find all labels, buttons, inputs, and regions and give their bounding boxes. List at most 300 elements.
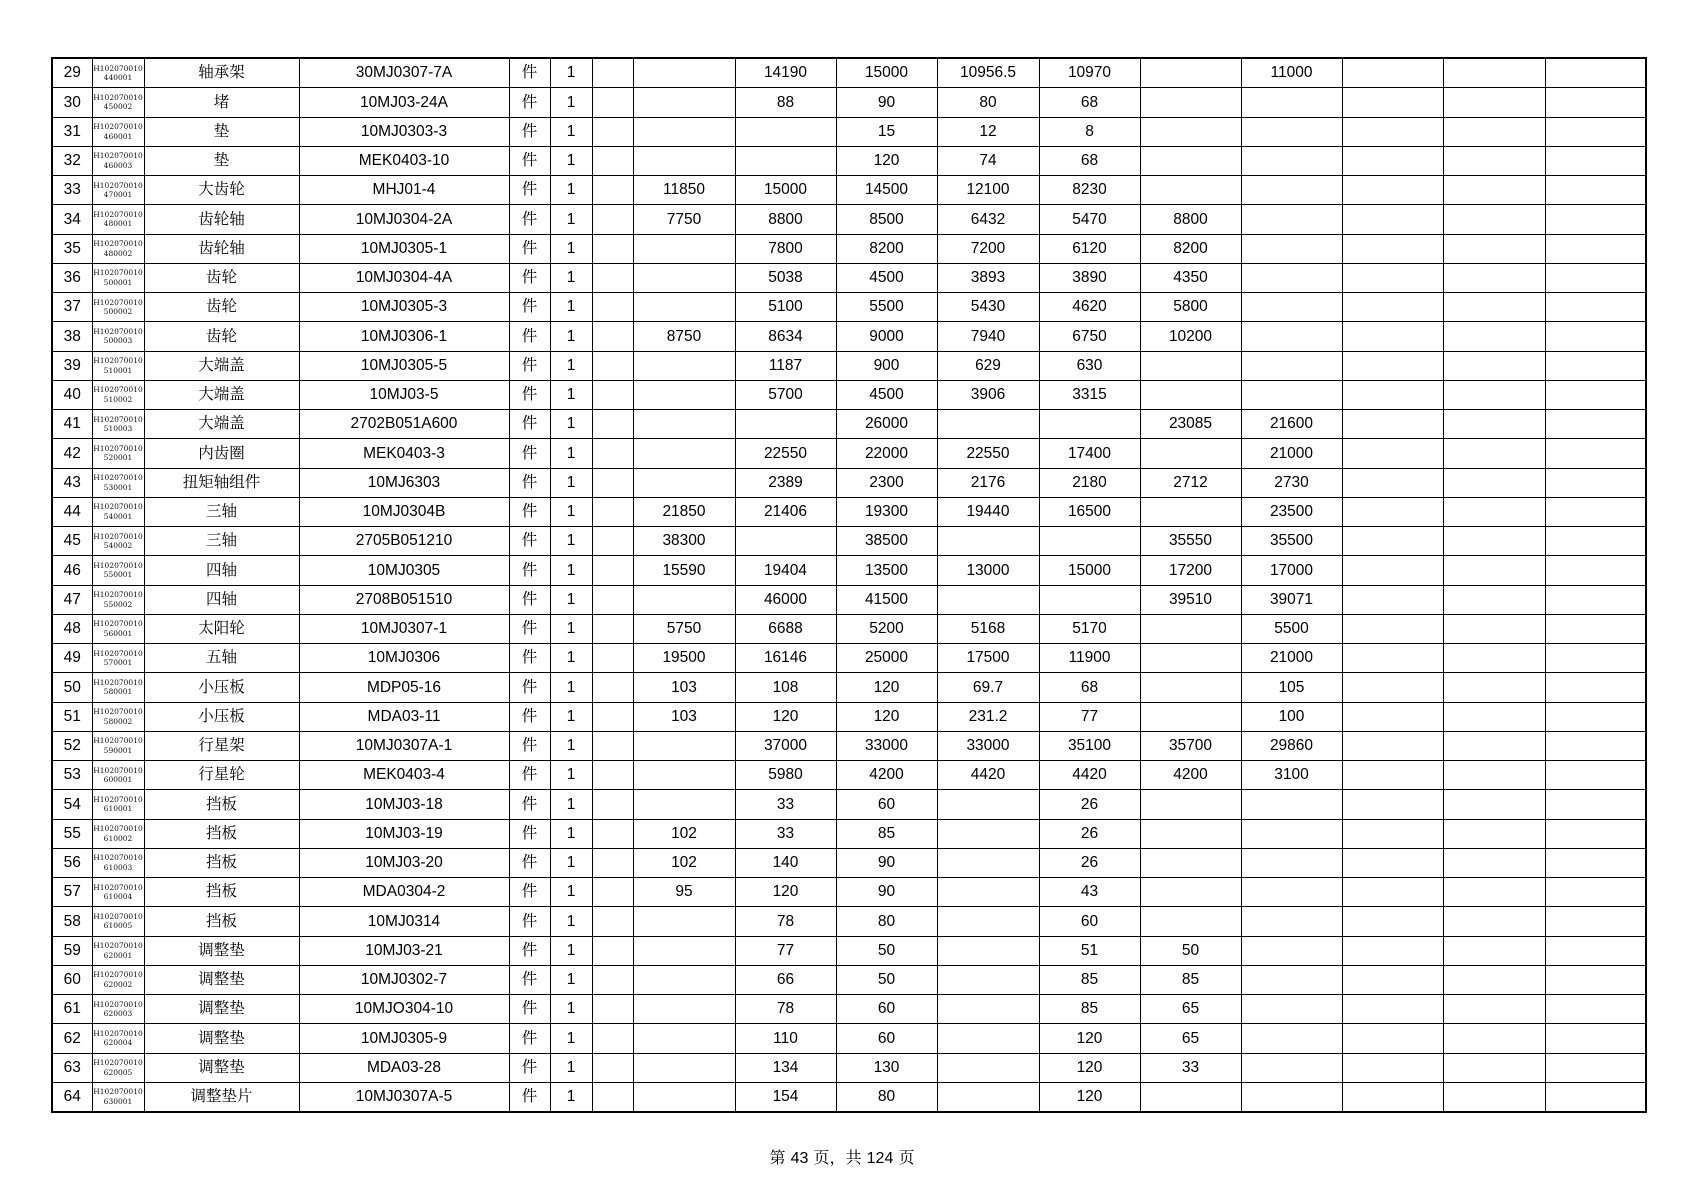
price-cell-c6 <box>1039 410 1140 439</box>
table-row <box>52 585 1646 614</box>
quantity-cell: 1 <box>550 907 592 936</box>
price-cell-c5: 3893 <box>937 263 1039 292</box>
price-cell-c3: 21406 <box>735 497 836 526</box>
price-cell-c9 <box>1342 468 1443 497</box>
material-code-cell: H102070010460003 <box>92 146 144 175</box>
price-cell-c1 <box>592 761 633 790</box>
material-code-cell: H102070010470001 <box>92 176 144 205</box>
part-name-cell: 垫 <box>144 117 299 146</box>
quantity-cell: 1 <box>550 351 592 380</box>
price-cell-c2: 95 <box>633 878 735 907</box>
price-cell-c6: 5470 <box>1039 205 1140 234</box>
price-cell-c9 <box>1342 205 1443 234</box>
price-cell-c9 <box>1342 527 1443 556</box>
table-row <box>52 380 1646 409</box>
table-row <box>52 702 1646 731</box>
part-model-cell: 10MJ0305-5 <box>299 351 509 380</box>
price-cell-c11 <box>1545 731 1646 760</box>
unit-cell: 件 <box>509 293 550 322</box>
price-cell-c3: 2389 <box>735 468 836 497</box>
price-cell-c4: 2300 <box>836 468 937 497</box>
price-cell-c10 <box>1443 351 1545 380</box>
price-cell-c5: 17500 <box>937 644 1039 673</box>
quantity-cell: 1 <box>550 848 592 877</box>
price-cell-c2 <box>633 995 735 1024</box>
quantity-cell: 1 <box>550 556 592 585</box>
price-cell-c1 <box>592 117 633 146</box>
price-cell-c2 <box>633 1082 735 1112</box>
price-cell-c8: 21000 <box>1241 644 1342 673</box>
price-cell-c3: 154 <box>735 1082 836 1112</box>
price-cell-c3: 33 <box>735 790 836 819</box>
quantity-cell: 1 <box>550 322 592 351</box>
price-cell-c10 <box>1443 907 1545 936</box>
part-model-cell: 10MJ0304-4A <box>299 263 509 292</box>
price-cell-c10 <box>1443 790 1545 819</box>
price-cell-c8 <box>1241 293 1342 322</box>
part-name-cell: 齿轮轴 <box>144 205 299 234</box>
part-model-cell: 10MJ6303 <box>299 468 509 497</box>
row-number-cell: 61 <box>52 995 92 1024</box>
material-code-cell: H102070010610004 <box>92 878 144 907</box>
row-number-cell: 52 <box>52 731 92 760</box>
material-code-cell: H102070010600001 <box>92 761 144 790</box>
table-row <box>52 614 1646 643</box>
price-cell-c4: 15 <box>836 117 937 146</box>
material-code-cell: H102070010510003 <box>92 410 144 439</box>
price-cell-c4: 26000 <box>836 410 937 439</box>
price-cell-c7: 17200 <box>1140 556 1241 585</box>
price-cell-c11 <box>1545 614 1646 643</box>
unit-cell: 件 <box>509 556 550 585</box>
part-model-cell: 10MJ03-5 <box>299 380 509 409</box>
price-cell-c7 <box>1140 176 1241 205</box>
price-cell-c4: 120 <box>836 673 937 702</box>
price-cell-c9 <box>1342 263 1443 292</box>
price-cell-c2 <box>633 761 735 790</box>
price-cell-c11 <box>1545 673 1646 702</box>
price-cell-c8 <box>1241 965 1342 994</box>
table-row <box>52 907 1646 936</box>
price-cell-c7 <box>1140 702 1241 731</box>
price-cell-c4: 5500 <box>836 293 937 322</box>
price-cell-c6: 4420 <box>1039 761 1140 790</box>
unit-cell: 件 <box>509 731 550 760</box>
table-row <box>52 761 1646 790</box>
price-cell-c1 <box>592 965 633 994</box>
price-cell-c8 <box>1241 1024 1342 1053</box>
part-model-cell: 10MJ03-18 <box>299 790 509 819</box>
part-model-cell: 10MJ0305 <box>299 556 509 585</box>
price-cell-c3: 19404 <box>735 556 836 585</box>
price-cell-c2 <box>633 88 735 117</box>
price-cell-c5: 19440 <box>937 497 1039 526</box>
price-cell-c7 <box>1140 351 1241 380</box>
price-cell-c5: 6432 <box>937 205 1039 234</box>
price-cell-c8 <box>1241 1053 1342 1082</box>
price-cell-c6: 26 <box>1039 848 1140 877</box>
price-cell-c5 <box>937 848 1039 877</box>
price-cell-c8 <box>1241 936 1342 965</box>
price-cell-c2: 102 <box>633 819 735 848</box>
part-name-cell: 大端盖 <box>144 380 299 409</box>
price-cell-c11 <box>1545 1082 1646 1112</box>
price-cell-c4: 60 <box>836 790 937 819</box>
unit-cell: 件 <box>509 936 550 965</box>
price-cell-c9 <box>1342 410 1443 439</box>
price-cell-c10 <box>1443 205 1545 234</box>
price-cell-c6: 26 <box>1039 819 1140 848</box>
price-cell-c3: 15000 <box>735 176 836 205</box>
part-model-cell: 10MJ0305-3 <box>299 293 509 322</box>
quantity-cell: 1 <box>550 527 592 556</box>
price-cell-c3: 78 <box>735 907 836 936</box>
price-cell-c3: 110 <box>735 1024 836 1053</box>
price-cell-c7 <box>1140 88 1241 117</box>
price-cell-c1 <box>592 731 633 760</box>
row-number-cell: 50 <box>52 673 92 702</box>
price-cell-c3: 37000 <box>735 731 836 760</box>
table-row <box>52 1082 1646 1112</box>
unit-cell: 件 <box>509 907 550 936</box>
price-cell-c10 <box>1443 878 1545 907</box>
price-cell-c11 <box>1545 263 1646 292</box>
price-cell-c4: 13500 <box>836 556 937 585</box>
price-cell-c6: 77 <box>1039 702 1140 731</box>
price-cell-c7 <box>1140 819 1241 848</box>
price-cell-c10 <box>1443 497 1545 526</box>
price-cell-c7: 10200 <box>1140 322 1241 351</box>
price-cell-c8: 29860 <box>1241 731 1342 760</box>
price-cell-c3: 5980 <box>735 761 836 790</box>
table-row <box>52 790 1646 819</box>
quantity-cell: 1 <box>550 1053 592 1082</box>
price-cell-c2: 5750 <box>633 614 735 643</box>
part-name-cell: 调整垫 <box>144 936 299 965</box>
quantity-cell: 1 <box>550 761 592 790</box>
price-cell-c4: 4500 <box>836 380 937 409</box>
material-code-cell: H102070010620003 <box>92 995 144 1024</box>
unit-cell: 件 <box>509 1082 550 1112</box>
price-cell-c10 <box>1443 380 1545 409</box>
price-cell-c6: 35100 <box>1039 731 1140 760</box>
price-cell-c1 <box>592 1024 633 1053</box>
price-cell-c1 <box>592 205 633 234</box>
price-cell-c7: 50 <box>1140 936 1241 965</box>
price-cell-c11 <box>1545 351 1646 380</box>
price-cell-c1 <box>592 468 633 497</box>
price-cell-c2 <box>633 117 735 146</box>
price-cell-c9 <box>1342 322 1443 351</box>
price-cell-c7: 65 <box>1140 995 1241 1024</box>
price-cell-c10 <box>1443 936 1545 965</box>
price-cell-c5: 4420 <box>937 761 1039 790</box>
price-cell-c7 <box>1140 58 1241 88</box>
price-cell-c10 <box>1443 965 1545 994</box>
price-cell-c6: 85 <box>1039 965 1140 994</box>
price-cell-c1 <box>592 585 633 614</box>
price-cell-c8 <box>1241 234 1342 263</box>
price-cell-c2: 11850 <box>633 176 735 205</box>
price-cell-c1 <box>592 995 633 1024</box>
part-model-cell: 10MJ0305-1 <box>299 234 509 263</box>
material-code-cell: H102070010620004 <box>92 1024 144 1053</box>
price-cell-c4: 85 <box>836 819 937 848</box>
price-cell-c8 <box>1241 995 1342 1024</box>
price-cell-c5: 33000 <box>937 731 1039 760</box>
price-cell-c7: 8800 <box>1140 205 1241 234</box>
price-cell-c8 <box>1241 380 1342 409</box>
price-cell-c4: 19300 <box>836 497 937 526</box>
table-row <box>52 673 1646 702</box>
price-cell-c5: 2176 <box>937 468 1039 497</box>
price-cell-c4: 130 <box>836 1053 937 1082</box>
price-cell-c2 <box>633 731 735 760</box>
material-code-cell: H102070010500003 <box>92 322 144 351</box>
part-name-cell: 齿轮 <box>144 322 299 351</box>
price-cell-c10 <box>1443 468 1545 497</box>
price-cell-c11 <box>1545 88 1646 117</box>
row-number-cell: 60 <box>52 965 92 994</box>
table-row <box>52 878 1646 907</box>
unit-cell: 件 <box>509 965 550 994</box>
table-row <box>52 731 1646 760</box>
price-cell-c1 <box>592 176 633 205</box>
price-cell-c7: 35700 <box>1140 731 1241 760</box>
price-cell-c5: 231.2 <box>937 702 1039 731</box>
table-row <box>52 410 1646 439</box>
total-pages-number: 124 <box>866 1150 894 1167</box>
price-cell-c8: 21000 <box>1241 439 1342 468</box>
price-cell-c4: 14500 <box>836 176 937 205</box>
price-cell-c5: 629 <box>937 351 1039 380</box>
price-cell-c8 <box>1241 146 1342 175</box>
material-code-cell: H102070010480001 <box>92 205 144 234</box>
part-name-cell: 齿轮 <box>144 293 299 322</box>
price-cell-c10 <box>1443 410 1545 439</box>
price-cell-c8: 17000 <box>1241 556 1342 585</box>
price-cell-c5 <box>937 410 1039 439</box>
part-model-cell: MDA0304-2 <box>299 878 509 907</box>
price-cell-c4: 60 <box>836 1024 937 1053</box>
part-name-cell: 行星轮 <box>144 761 299 790</box>
table-row <box>52 995 1646 1024</box>
price-cell-c3 <box>735 146 836 175</box>
price-cell-c9 <box>1342 146 1443 175</box>
unit-cell: 件 <box>509 146 550 175</box>
price-cell-c9 <box>1342 907 1443 936</box>
table-row <box>52 439 1646 468</box>
material-code-cell: H102070010510001 <box>92 351 144 380</box>
table-row <box>52 176 1646 205</box>
price-cell-c7 <box>1140 644 1241 673</box>
price-cell-c4: 41500 <box>836 585 937 614</box>
unit-cell: 件 <box>509 1024 550 1053</box>
price-cell-c8: 35500 <box>1241 527 1342 556</box>
row-number-cell: 42 <box>52 439 92 468</box>
row-number-cell: 32 <box>52 146 92 175</box>
part-name-cell: 齿轮轴 <box>144 234 299 263</box>
price-cell-c9 <box>1342 585 1443 614</box>
unit-cell: 件 <box>509 380 550 409</box>
part-model-cell: 2708B051510 <box>299 585 509 614</box>
price-cell-c2 <box>633 58 735 88</box>
price-cell-c7 <box>1140 848 1241 877</box>
price-cell-c9 <box>1342 380 1443 409</box>
price-cell-c4: 60 <box>836 995 937 1024</box>
price-cell-c10 <box>1443 117 1545 146</box>
material-code-cell: H102070010540001 <box>92 497 144 526</box>
price-cell-c4: 50 <box>836 965 937 994</box>
price-cell-c7: 65 <box>1140 1024 1241 1053</box>
price-cell-c11 <box>1545 556 1646 585</box>
price-cell-c6: 120 <box>1039 1024 1140 1053</box>
price-cell-c8: 21600 <box>1241 410 1342 439</box>
price-cell-c5: 22550 <box>937 439 1039 468</box>
quantity-cell: 1 <box>550 878 592 907</box>
price-cell-c10 <box>1443 614 1545 643</box>
part-model-cell: 10MJ03-20 <box>299 848 509 877</box>
price-cell-c10 <box>1443 644 1545 673</box>
price-cell-c1 <box>592 322 633 351</box>
price-cell-c8 <box>1241 351 1342 380</box>
material-code-cell: H102070010460001 <box>92 117 144 146</box>
price-cell-c1 <box>592 380 633 409</box>
unit-cell: 件 <box>509 848 550 877</box>
part-name-cell: 小压板 <box>144 702 299 731</box>
price-cell-c2 <box>633 907 735 936</box>
part-model-cell: 10MJ0305-9 <box>299 1024 509 1053</box>
material-code-cell: H102070010590001 <box>92 731 144 760</box>
price-cell-c11 <box>1545 1024 1646 1053</box>
price-cell-c11 <box>1545 380 1646 409</box>
price-cell-c5: 74 <box>937 146 1039 175</box>
price-cell-c3: 108 <box>735 673 836 702</box>
part-name-cell: 四轴 <box>144 585 299 614</box>
material-code-cell: H102070010510002 <box>92 380 144 409</box>
price-cell-c5: 12100 <box>937 176 1039 205</box>
price-cell-c8 <box>1241 1082 1342 1112</box>
price-cell-c6: 68 <box>1039 88 1140 117</box>
price-cell-c2: 8750 <box>633 322 735 351</box>
part-name-cell: 挡板 <box>144 878 299 907</box>
price-cell-c11 <box>1545 936 1646 965</box>
row-number-cell: 43 <box>52 468 92 497</box>
part-name-cell: 调整垫片 <box>144 1082 299 1112</box>
quantity-cell: 1 <box>550 205 592 234</box>
price-cell-c9 <box>1342 936 1443 965</box>
price-cell-c11 <box>1545 995 1646 1024</box>
price-cell-c5 <box>937 1024 1039 1053</box>
part-model-cell: MHJ01-4 <box>299 176 509 205</box>
price-cell-c2: 19500 <box>633 644 735 673</box>
quantity-cell: 1 <box>550 439 592 468</box>
unit-cell: 件 <box>509 58 550 88</box>
price-cell-c4: 4200 <box>836 761 937 790</box>
price-cell-c2 <box>633 263 735 292</box>
price-cell-c5 <box>937 790 1039 819</box>
price-cell-c6: 630 <box>1039 351 1140 380</box>
material-code-cell: H102070010580001 <box>92 673 144 702</box>
price-cell-c1 <box>592 790 633 819</box>
price-cell-c8: 100 <box>1241 702 1342 731</box>
price-cell-c2 <box>633 146 735 175</box>
price-cell-c4: 8500 <box>836 205 937 234</box>
unit-cell: 件 <box>509 117 550 146</box>
price-cell-c2 <box>633 965 735 994</box>
price-cell-c9 <box>1342 731 1443 760</box>
quantity-cell: 1 <box>550 380 592 409</box>
part-model-cell: 10MJ0306-1 <box>299 322 509 351</box>
price-cell-c10 <box>1443 731 1545 760</box>
price-cell-c3: 88 <box>735 88 836 117</box>
part-model-cell: 2702B051A600 <box>299 410 509 439</box>
price-cell-c1 <box>592 410 633 439</box>
price-cell-c10 <box>1443 234 1545 263</box>
price-cell-c10 <box>1443 819 1545 848</box>
row-number-cell: 59 <box>52 936 92 965</box>
price-cell-c6: 26 <box>1039 790 1140 819</box>
price-cell-c2: 15590 <box>633 556 735 585</box>
part-model-cell: MDA03-11 <box>299 702 509 731</box>
material-code-cell: H102070010540002 <box>92 527 144 556</box>
material-code-cell: H102070010550001 <box>92 556 144 585</box>
price-cell-c9 <box>1342 848 1443 877</box>
price-cell-c11 <box>1545 1053 1646 1082</box>
price-cell-c1 <box>592 848 633 877</box>
part-name-cell: 挡板 <box>144 848 299 877</box>
unit-cell: 件 <box>509 234 550 263</box>
quantity-cell: 1 <box>550 117 592 146</box>
price-cell-c7 <box>1140 380 1241 409</box>
price-cell-c10 <box>1443 585 1545 614</box>
unit-cell: 件 <box>509 468 550 497</box>
table-row <box>52 527 1646 556</box>
price-cell-c6: 10970 <box>1039 58 1140 88</box>
part-name-cell: 挡板 <box>144 790 299 819</box>
table-row <box>52 146 1646 175</box>
price-cell-c11 <box>1545 234 1646 263</box>
footer-prefix: 第 <box>769 1150 786 1167</box>
price-cell-c1 <box>592 673 633 702</box>
price-cell-c2 <box>633 234 735 263</box>
price-cell-c1 <box>592 819 633 848</box>
price-cell-c3: 5038 <box>735 263 836 292</box>
quantity-cell: 1 <box>550 995 592 1024</box>
price-cell-c2 <box>633 380 735 409</box>
price-cell-c2 <box>633 468 735 497</box>
price-cell-c6: 85 <box>1039 995 1140 1024</box>
price-cell-c6: 120 <box>1039 1082 1140 1112</box>
price-cell-c2 <box>633 1053 735 1082</box>
price-cell-c5 <box>937 878 1039 907</box>
part-name-cell: 大端盖 <box>144 351 299 380</box>
part-name-cell: 挡板 <box>144 819 299 848</box>
price-cell-c9 <box>1342 88 1443 117</box>
material-code-cell: H102070010480002 <box>92 234 144 263</box>
unit-cell: 件 <box>509 995 550 1024</box>
price-cell-c8: 3100 <box>1241 761 1342 790</box>
material-code-cell: H102070010530001 <box>92 468 144 497</box>
price-cell-c10 <box>1443 88 1545 117</box>
price-cell-c4: 90 <box>836 848 937 877</box>
price-cell-c4: 90 <box>836 878 937 907</box>
unit-cell: 件 <box>509 439 550 468</box>
row-number-cell: 38 <box>52 322 92 351</box>
price-cell-c10 <box>1443 293 1545 322</box>
price-cell-c5 <box>937 1082 1039 1112</box>
price-cell-c6: 51 <box>1039 936 1140 965</box>
